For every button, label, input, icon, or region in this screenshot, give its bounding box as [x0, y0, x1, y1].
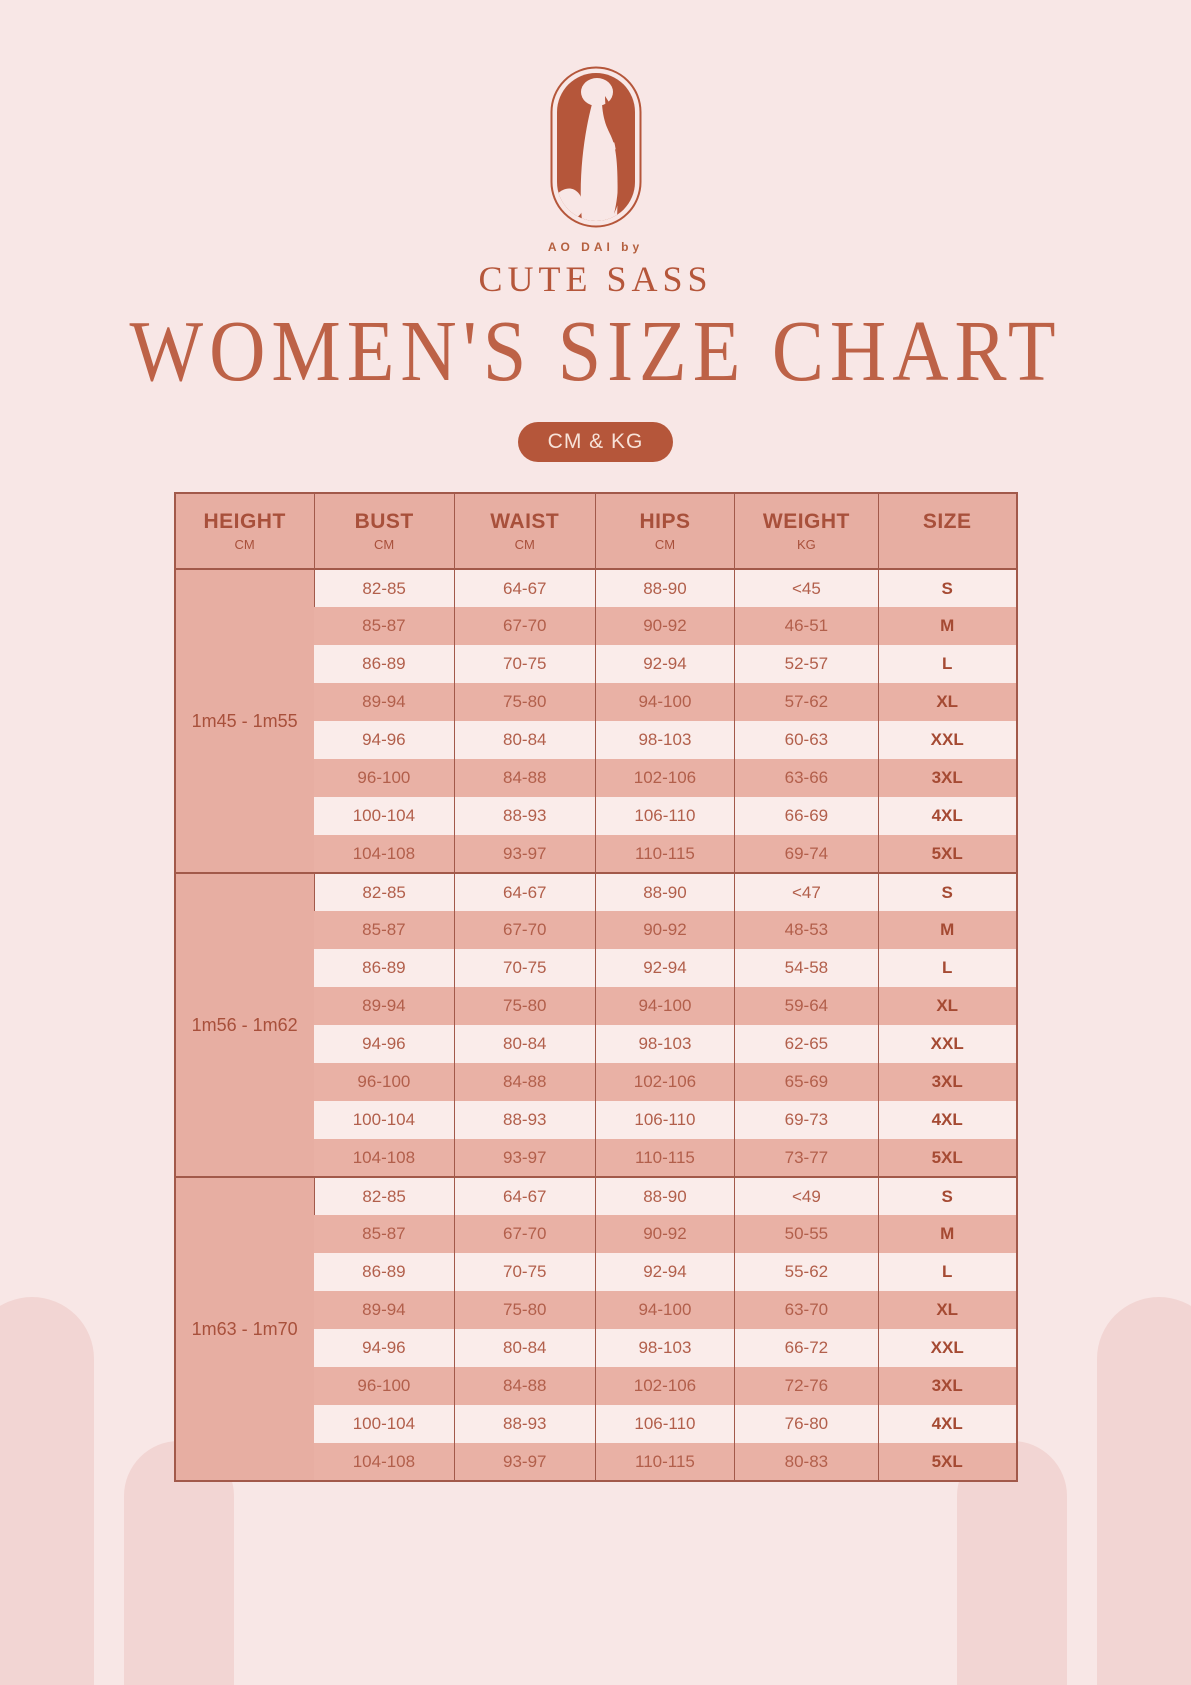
- measure-cell: 96-100: [314, 759, 454, 797]
- size-value-cell: 4XL: [878, 797, 1016, 835]
- size-value-cell: L: [878, 645, 1016, 683]
- measure-cell: 106-110: [595, 1101, 734, 1139]
- measure-cell: 67-70: [454, 607, 595, 645]
- measure-cell: 100-104: [314, 1101, 454, 1139]
- measure-cell: 93-97: [454, 835, 595, 873]
- measure-cell: 100-104: [314, 797, 454, 835]
- size-value-cell: XL: [878, 683, 1016, 721]
- measure-cell: 64-67: [454, 569, 595, 607]
- measure-cell: 90-92: [595, 607, 734, 645]
- measure-cell: 94-96: [314, 1025, 454, 1063]
- height-range-cell: 1m56 - 1m62: [175, 873, 315, 1177]
- size-value-cell: M: [878, 911, 1016, 949]
- size-table: [174, 492, 1018, 1482]
- measure-cell: 75-80: [454, 1291, 595, 1329]
- measure-cell: 110-115: [595, 1443, 734, 1481]
- size-value-cell: 3XL: [878, 1063, 1016, 1101]
- measure-cell: 98-103: [595, 1329, 734, 1367]
- measure-cell: <45: [734, 569, 878, 607]
- size-value-cell: S: [878, 873, 1016, 911]
- measure-cell: 88-93: [454, 797, 595, 835]
- measure-cell: 57-62: [734, 683, 878, 721]
- measure-cell: 48-53: [734, 911, 878, 949]
- size-value-cell: L: [878, 949, 1016, 987]
- measure-cell: 92-94: [595, 645, 734, 683]
- measure-cell: 86-89: [314, 949, 454, 987]
- measure-cell: 66-69: [734, 797, 878, 835]
- measure-cell: 106-110: [595, 1405, 734, 1443]
- measure-cell: 70-75: [454, 645, 595, 683]
- size-value-cell: XXL: [878, 1329, 1016, 1367]
- measure-cell: 70-75: [454, 1253, 595, 1291]
- measure-cell: 85-87: [314, 911, 454, 949]
- measure-cell: 59-64: [734, 987, 878, 1025]
- measure-cell: 80-84: [454, 1329, 595, 1367]
- measure-cell: 63-70: [734, 1291, 878, 1329]
- measure-cell: 72-76: [734, 1367, 878, 1405]
- measure-cell: 96-100: [314, 1063, 454, 1101]
- measure-cell: 84-88: [454, 1367, 595, 1405]
- measure-cell: 70-75: [454, 949, 595, 987]
- measure-cell: 52-57: [734, 645, 878, 683]
- measure-cell: 93-97: [454, 1139, 595, 1177]
- size-value-cell: 3XL: [878, 1367, 1016, 1405]
- measure-cell: 104-108: [314, 1139, 454, 1177]
- measure-cell: 92-94: [595, 949, 734, 987]
- measure-cell: 50-55: [734, 1215, 878, 1253]
- measure-cell: 80-84: [454, 1025, 595, 1063]
- measure-cell: 65-69: [734, 1063, 878, 1101]
- table-header-row: [175, 493, 1017, 569]
- measure-cell: 75-80: [454, 987, 595, 1025]
- measure-cell: 80-83: [734, 1443, 878, 1481]
- measure-cell: 64-67: [454, 1177, 595, 1215]
- measure-cell: 102-106: [595, 759, 734, 797]
- measure-cell: 89-94: [314, 683, 454, 721]
- size-value-cell: XXL: [878, 1025, 1016, 1063]
- measure-cell: 88-90: [595, 569, 734, 607]
- size-value-cell: XXL: [878, 721, 1016, 759]
- measure-cell: 86-89: [314, 645, 454, 683]
- measure-cell: <49: [734, 1177, 878, 1215]
- measure-cell: 102-106: [595, 1063, 734, 1101]
- measure-cell: 96-100: [314, 1367, 454, 1405]
- col-header-height: HEIGHT CM: [175, 493, 315, 569]
- size-value-cell: XL: [878, 987, 1016, 1025]
- measure-cell: 104-108: [314, 1443, 454, 1481]
- measure-cell: 98-103: [595, 721, 734, 759]
- size-value-cell: L: [878, 1253, 1016, 1291]
- measure-cell: 106-110: [595, 797, 734, 835]
- measure-cell: 60-63: [734, 721, 878, 759]
- measure-cell: 85-87: [314, 607, 454, 645]
- measure-cell: 62-65: [734, 1025, 878, 1063]
- measure-cell: 88-93: [454, 1101, 595, 1139]
- measure-cell: 88-93: [454, 1405, 595, 1443]
- measure-cell: 69-73: [734, 1101, 878, 1139]
- brand-name: CUTE SASS: [478, 259, 713, 299]
- measure-cell: <47: [734, 873, 878, 911]
- measure-cell: 90-92: [595, 1215, 734, 1253]
- height-group: [175, 873, 1017, 1177]
- col-header-weight: WEIGHT KG: [734, 493, 878, 569]
- measure-cell: 46-51: [734, 607, 878, 645]
- size-value-cell: 5XL: [878, 1139, 1016, 1177]
- measure-cell: 86-89: [314, 1253, 454, 1291]
- measure-cell: 104-108: [314, 835, 454, 873]
- height-range-cell: 1m63 - 1m70: [175, 1177, 315, 1481]
- measure-cell: 110-115: [595, 835, 734, 873]
- size-row: [175, 873, 1017, 911]
- size-value-cell: S: [878, 1177, 1016, 1215]
- size-value-cell: 5XL: [878, 835, 1016, 873]
- measure-cell: 85-87: [314, 1215, 454, 1253]
- height-group: [175, 1177, 1017, 1481]
- measure-cell: 89-94: [314, 987, 454, 1025]
- measure-cell: 88-90: [595, 1177, 734, 1215]
- measure-cell: 89-94: [314, 1291, 454, 1329]
- page-title: WOMEN'S SIZE CHART: [129, 301, 1062, 400]
- size-value-cell: M: [878, 607, 1016, 645]
- measure-cell: 82-85: [314, 569, 454, 607]
- size-value-cell: M: [878, 1215, 1016, 1253]
- measure-cell: 64-67: [454, 873, 595, 911]
- units-badge: CM & KG: [518, 422, 674, 462]
- col-header-hips: HIPS CM: [595, 493, 734, 569]
- measure-cell: 92-94: [595, 1253, 734, 1291]
- size-row: [175, 1177, 1017, 1215]
- height-range-cell: 1m45 - 1m55: [175, 569, 315, 873]
- measure-cell: 73-77: [734, 1139, 878, 1177]
- measure-cell: 94-96: [314, 721, 454, 759]
- size-value-cell: S: [878, 569, 1016, 607]
- measure-cell: 90-92: [595, 911, 734, 949]
- woman-in-ao-dai-logo-icon: [550, 66, 642, 228]
- measure-cell: 66-72: [734, 1329, 878, 1367]
- measure-cell: 94-100: [595, 683, 734, 721]
- measure-cell: 55-62: [734, 1253, 878, 1291]
- measure-cell: 67-70: [454, 911, 595, 949]
- measure-cell: 63-66: [734, 759, 878, 797]
- brand-logo: [0, 66, 1191, 300]
- size-value-cell: 4XL: [878, 1405, 1016, 1443]
- height-group: [175, 569, 1017, 873]
- measure-cell: 94-96: [314, 1329, 454, 1367]
- col-header-size: SIZE: [878, 493, 1016, 569]
- size-value-cell: 5XL: [878, 1443, 1016, 1481]
- measure-cell: 110-115: [595, 1139, 734, 1177]
- measure-cell: 69-74: [734, 835, 878, 873]
- size-value-cell: 4XL: [878, 1101, 1016, 1139]
- size-value-cell: XL: [878, 1291, 1016, 1329]
- measure-cell: 82-85: [314, 1177, 454, 1215]
- col-header-bust: BUST CM: [314, 493, 454, 569]
- measure-cell: 88-90: [595, 873, 734, 911]
- measure-cell: 93-97: [454, 1443, 595, 1481]
- measure-cell: 54-58: [734, 949, 878, 987]
- measure-cell: 94-100: [595, 987, 734, 1025]
- measure-cell: 67-70: [454, 1215, 595, 1253]
- measure-cell: 84-88: [454, 759, 595, 797]
- measure-cell: 80-84: [454, 721, 595, 759]
- size-value-cell: 3XL: [878, 759, 1016, 797]
- brand-tagline: AO DAI by: [547, 240, 644, 254]
- measure-cell: 76-80: [734, 1405, 878, 1443]
- measure-cell: 84-88: [454, 1063, 595, 1101]
- measure-cell: 100-104: [314, 1405, 454, 1443]
- measure-cell: 75-80: [454, 683, 595, 721]
- measure-cell: 102-106: [595, 1367, 734, 1405]
- measure-cell: 94-100: [595, 1291, 734, 1329]
- col-header-waist: WAIST CM: [454, 493, 595, 569]
- measure-cell: 98-103: [595, 1025, 734, 1063]
- measure-cell: 82-85: [314, 873, 454, 911]
- size-row: [175, 569, 1017, 607]
